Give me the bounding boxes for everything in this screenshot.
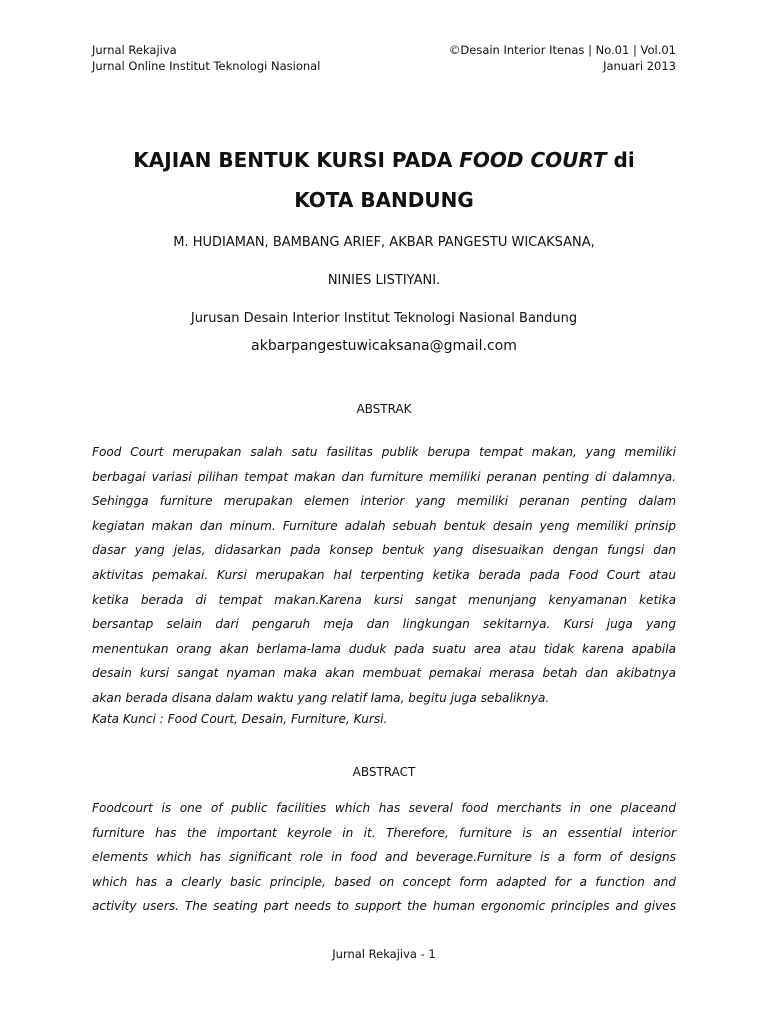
abstrak-paragraph — [92, 440, 676, 711]
abstrak-line: desain kursi sangat nyaman maka akan membuat pemakai merasa betah dan akibatnya — [92, 666, 676, 681]
journal-name: Jurnal Rekajiva — [92, 43, 177, 57]
title-line-1 — [60, 140, 708, 180]
abstrak-line: kegiatan makan dan minum. Furniture adalah sebuah bentuk desain yeng memiliki prinsip — [92, 518, 676, 533]
running-header — [92, 42, 676, 82]
header-right — [449, 42, 676, 74]
abstrak-heading: ABSTRAK — [356, 402, 412, 416]
title-part-1: KAJIAN BENTUK KURSI PADA — [133, 148, 460, 172]
page-footer: Jurnal Rekajiva - 1 — [332, 947, 436, 961]
journal-date: Januari 2013 — [603, 59, 676, 73]
abstrak-line: ketika berada di tempat makan.Karena kursi sangat menunjang kenyamanan ketika — [92, 592, 676, 607]
paper-title — [60, 140, 708, 220]
abstract-line: activity users. The seating part needs to support the human ergonomic principles and gives — [92, 899, 676, 914]
abstrak-line: akan berada disana dalam waktu yang relatif lama, begitu juga sebaliknya. — [92, 690, 550, 705]
abstrak-line: Food Court merupakan salah satu fasilitas publik berupa tempat makan, yang memiliki — [92, 445, 676, 459]
affiliation: Jurusan Desain Interior Institut Teknologi Nasional Bandung — [190, 311, 578, 326]
abstract-line: which has a clearly basic principle, based on concept form adapted for a function and — [92, 874, 676, 889]
author-email: akbarpangestuwicaksana@gmail.com — [251, 338, 517, 354]
abstract-heading: ABSTRACT — [352, 765, 416, 779]
abstrak-line: bersantap selain dari pengaruh meja dan lingkungan sekitarnya. Kursi juga yang — [92, 617, 676, 632]
authors-line-2: NINIES LISTIYANI. — [327, 273, 441, 288]
abstract-line: furniture has the important keyrole in it. Therefore, furniture is an essential interior — [92, 825, 676, 840]
journal-subtitle: Jurnal Online Institut Teknologi Nasional — [92, 59, 321, 73]
abstrak-line: aktivitas pemakai. Kursi merupakan hal terpenting ketika berada pada Food Court atau — [92, 567, 676, 582]
authors-line-1: M. HUDIAMAN, BAMBANG ARIEF, AKBAR PANGESTU WICAKSANA, — [173, 235, 595, 250]
abstract-line: Foodcourt is one of public facilities which has several food merchants in one placeand — [92, 801, 676, 815]
keywords: Kata Kunci : Food Court, Desain, Furniture, Kursi. — [92, 712, 388, 726]
abstract-line: elements which has significant role in food and beverage.Furniture is a form of designs — [92, 850, 676, 865]
abstract-paragraph — [92, 796, 676, 919]
abstrak-line: berbagai variasi pilihan tempat makan dan furniture memiliki peranan penting di dalamnya. — [92, 469, 676, 484]
title-part-3: di — [606, 148, 635, 172]
abstrak-line: dasar yang jelas, didasarkan pada konsep bentuk yang disesuaikan dengan fungsi dan — [92, 543, 676, 558]
title-part-2: FOOD COURT — [459, 148, 607, 172]
abstrak-line: menentukan orang akan berlama-lama duduk pada suatu area atau tidak karena apabila — [92, 641, 676, 656]
abstrak-line: Sehingga furniture merupakan elemen interior yang memiliki peranan penting dalam — [92, 494, 676, 509]
journal-volume: ©Desain Interior Itenas | No.01 | Vol.01 — [448, 43, 676, 57]
header-left — [92, 42, 320, 74]
title-line-2: KOTA BANDUNG — [294, 188, 474, 212]
